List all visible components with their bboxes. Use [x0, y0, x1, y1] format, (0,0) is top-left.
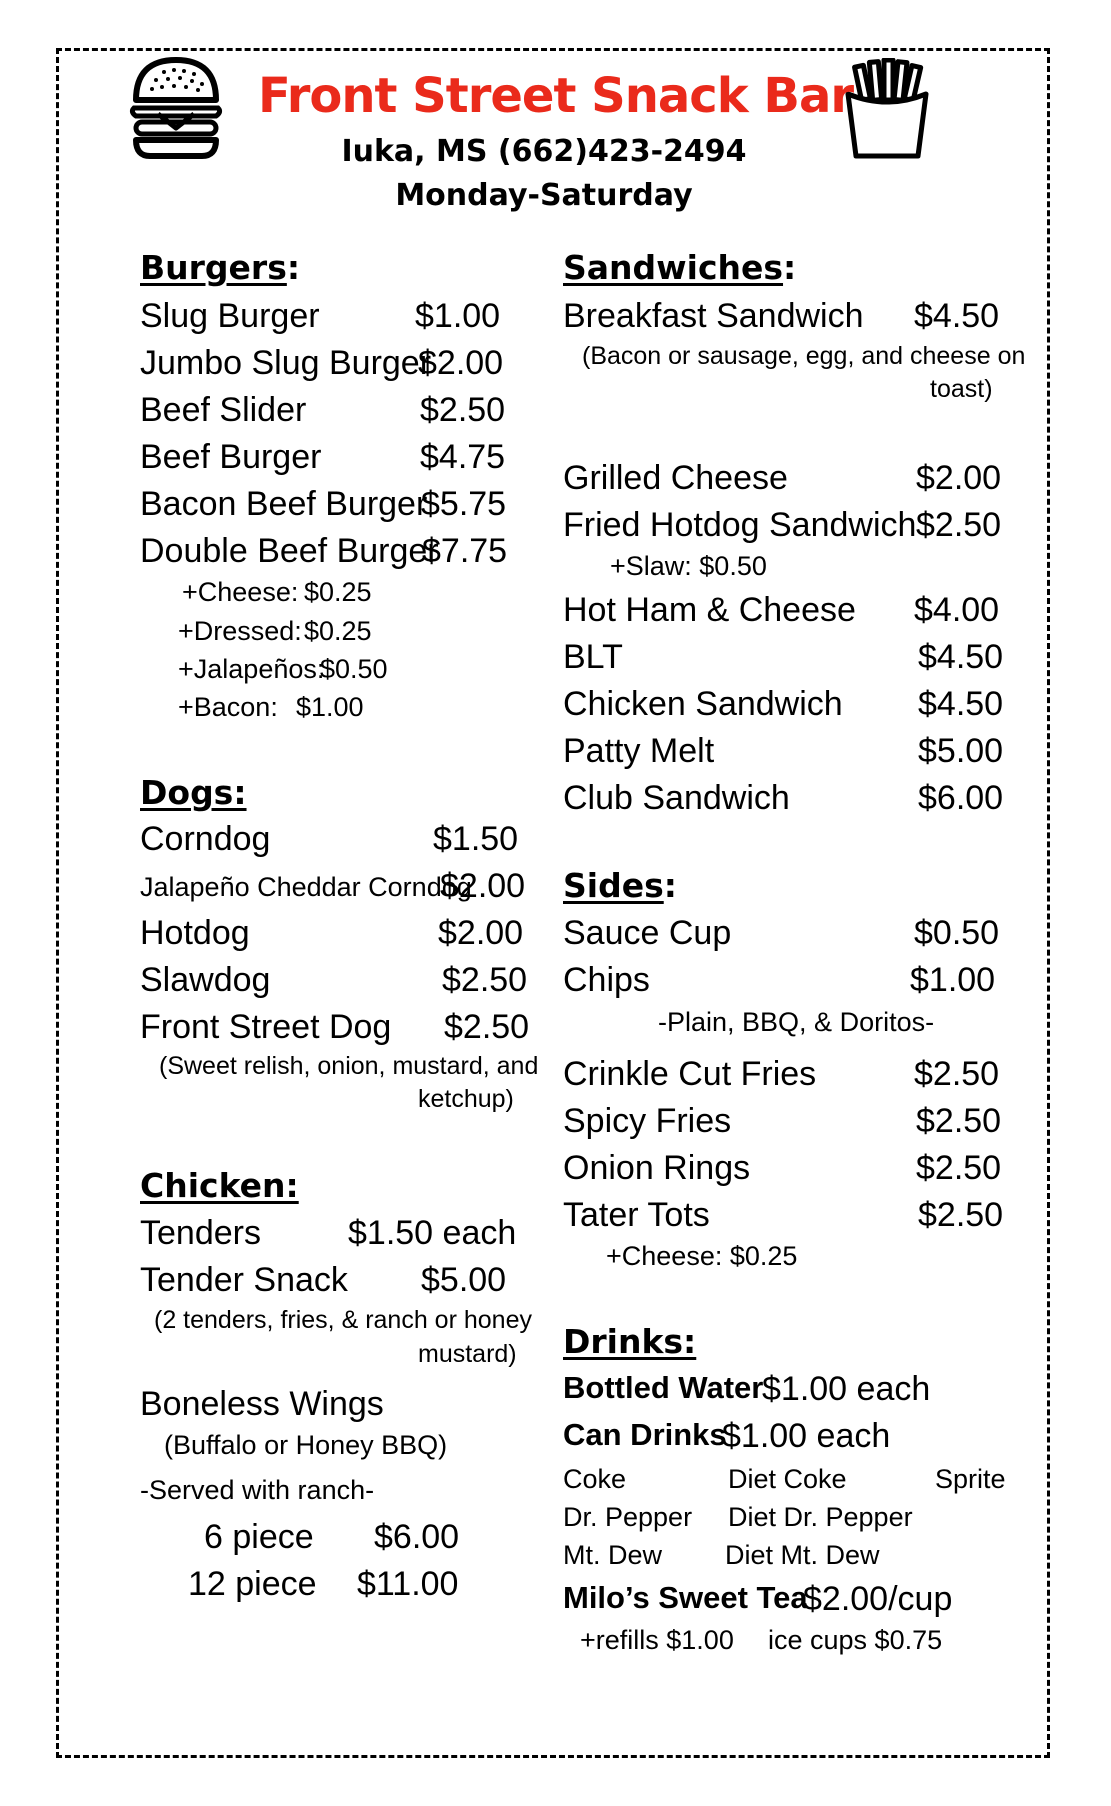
menu-item-price: $2.50: [420, 391, 506, 429]
menu-item-price: $4.00: [914, 591, 1000, 629]
menu-item-name: Beef Burger: [140, 438, 322, 476]
menu-item-price: $2.00: [916, 459, 1002, 497]
page-title: Front Street Snack Bar: [257, 68, 853, 124]
menu-item-price: $4.50: [918, 685, 1004, 723]
menu-item-price: $1.00 each: [762, 1370, 931, 1408]
chicken-heading: Chicken:: [140, 1166, 299, 1205]
item-note: (2 tenders, fries, & ranch or honey: [154, 1306, 532, 1334]
menu-item-name: 12 piece: [188, 1565, 317, 1603]
dogs-heading: Dogs:: [140, 773, 247, 812]
menu-item-name: Chips: [563, 961, 650, 999]
menu-item-price: $5.00: [421, 1261, 507, 1299]
menu-item-price: $2.50: [916, 1149, 1002, 1187]
drink-flavor: Diet Mt. Dew: [725, 1540, 880, 1570]
item-note: (Sweet relish, onion, mustard, and: [159, 1052, 539, 1080]
drink-flavor: Sprite: [935, 1464, 1006, 1494]
menu-item-price: $6.00: [918, 779, 1004, 817]
menu-item-name: Club Sandwich: [563, 779, 790, 817]
addon-price: $0.25: [304, 616, 372, 646]
menu-item-name: Spicy Fries: [563, 1102, 732, 1140]
drink-flavor: Diet Dr. Pepper: [728, 1502, 913, 1532]
menu-item-name: Breakfast Sandwich: [563, 297, 864, 335]
menu-item-price: $2.50: [914, 1055, 1000, 1093]
menu-item-name: Patty Melt: [563, 732, 715, 770]
menu-item-price: $2.50: [916, 506, 1002, 544]
menu-item-name: Boneless Wings: [140, 1385, 384, 1423]
menu-item-name: Onion Rings: [563, 1149, 751, 1187]
item-note: -Served with ranch-: [140, 1475, 375, 1505]
drinks-heading: Drinks:: [563, 1322, 697, 1361]
menu-item-name: Bottled Water: [563, 1370, 764, 1405]
open-days: Monday-Saturday: [395, 178, 693, 213]
sandwiches-heading: Sandwiches:: [563, 248, 797, 287]
menu-item-price: $2.50: [442, 961, 528, 999]
menu-item-name: Milo’s Sweet Tea: [563, 1580, 808, 1615]
menu-item-price: $4.50: [914, 297, 1000, 335]
addon-name: +Bacon:: [178, 692, 278, 722]
sides-heading: Sides:: [563, 866, 677, 905]
menu-item-name: Crinkle Cut Fries: [563, 1055, 817, 1093]
menu-item-name: Slug Burger: [140, 297, 320, 335]
menu-item-price: $7.75: [422, 532, 508, 570]
addon-name: +Cheese: $0.25: [606, 1241, 798, 1271]
menu-item-price: $2.00: [438, 914, 524, 952]
menu-item-price: $4.75: [420, 438, 506, 476]
item-note: ketchup): [418, 1085, 514, 1113]
drink-flavor: Mt. Dew: [563, 1540, 663, 1570]
menu-item-name: Corndog: [140, 820, 271, 858]
addon-name: +Cheese:: [182, 577, 299, 607]
addon-name: ice cups $0.75: [768, 1625, 943, 1655]
menu-item-name: Double Beef Burger: [140, 532, 439, 570]
menu-item-name: Hot Ham & Cheese: [563, 591, 856, 629]
menu-item-name: Tender Snack: [140, 1261, 348, 1299]
drink-flavor: Dr. Pepper: [563, 1502, 693, 1532]
menu-item-name: Front Street Dog: [140, 1008, 392, 1046]
menu-item-price: $1.00: [415, 297, 501, 335]
menu-item-name: Chicken Sandwich: [563, 685, 843, 723]
addon-price: $0.50: [320, 654, 388, 684]
menu-item-name: Jalapeño Cheddar Corndog: [140, 872, 472, 902]
menu-item-price: $2.50: [444, 1008, 530, 1046]
menu-item-name: Tenders: [140, 1214, 261, 1252]
item-note: -Plain, BBQ, & Doritos-: [658, 1007, 935, 1037]
item-note: (Bacon or sausage, egg, and cheese on: [582, 342, 1026, 370]
drink-flavor: Diet Coke: [728, 1464, 847, 1494]
item-note: toast): [930, 375, 993, 403]
item-note: (Buffalo or Honey BBQ): [164, 1430, 448, 1460]
menu-item-price: $4.50: [918, 638, 1004, 676]
menu-item-price: $1.50 each: [348, 1214, 517, 1252]
menu-item-name: Beef Slider: [140, 391, 307, 429]
addon-name: +Jalapeños:: [178, 654, 325, 684]
menu-item-name: Tater Tots: [563, 1196, 710, 1234]
menu-item-price: $1.00 each: [722, 1417, 891, 1455]
menu-item-price: $0.50: [914, 914, 1000, 952]
addon-name: +Dressed:: [178, 616, 302, 646]
menu-item-price: $1.00: [910, 961, 996, 999]
menu-item-name: Jumbo Slug Burger: [140, 344, 432, 382]
menu-item-name: Fried Hotdog Sandwich: [563, 506, 917, 544]
menu-item-price: $5.00: [918, 732, 1004, 770]
menu-item-price: $2.00: [440, 867, 526, 905]
menu-item-price: $2.50: [916, 1102, 1002, 1140]
menu-item-price: $2.00/cup: [803, 1580, 953, 1618]
menu-item-name: Can Drinks: [563, 1417, 727, 1452]
menu-item-name: Hotdog: [140, 914, 250, 952]
menu-item-price: $11.00: [357, 1565, 459, 1603]
addon-price: $0.25: [304, 577, 372, 607]
menu-item-name: 6 piece: [204, 1518, 314, 1556]
menu-item-price: $2.00: [418, 344, 504, 382]
menu-item-name: Grilled Cheese: [563, 459, 788, 497]
menu-item-price: $2.50: [918, 1196, 1004, 1234]
addon-name: +refills $1.00: [580, 1625, 734, 1655]
menu-item-name: Slawdog: [140, 961, 271, 999]
menu-item-name: Sauce Cup: [563, 914, 732, 952]
item-note: mustard): [418, 1340, 517, 1368]
menu-item-price: $6.00: [374, 1518, 460, 1556]
burgers-heading: Burgers:: [140, 248, 301, 287]
menu-item-name: Bacon Beef Burger: [140, 485, 428, 523]
drink-flavor: Coke: [563, 1464, 627, 1494]
addon-name: +Slaw: $0.50: [610, 551, 767, 581]
location-phone: Iuka, MS (662)423-2494: [341, 134, 747, 169]
menu-item-price: $5.75: [421, 485, 507, 523]
menu-item-price: $1.50: [433, 820, 519, 858]
menu-item-name: BLT: [563, 638, 623, 676]
addon-price: $1.00: [296, 692, 364, 722]
